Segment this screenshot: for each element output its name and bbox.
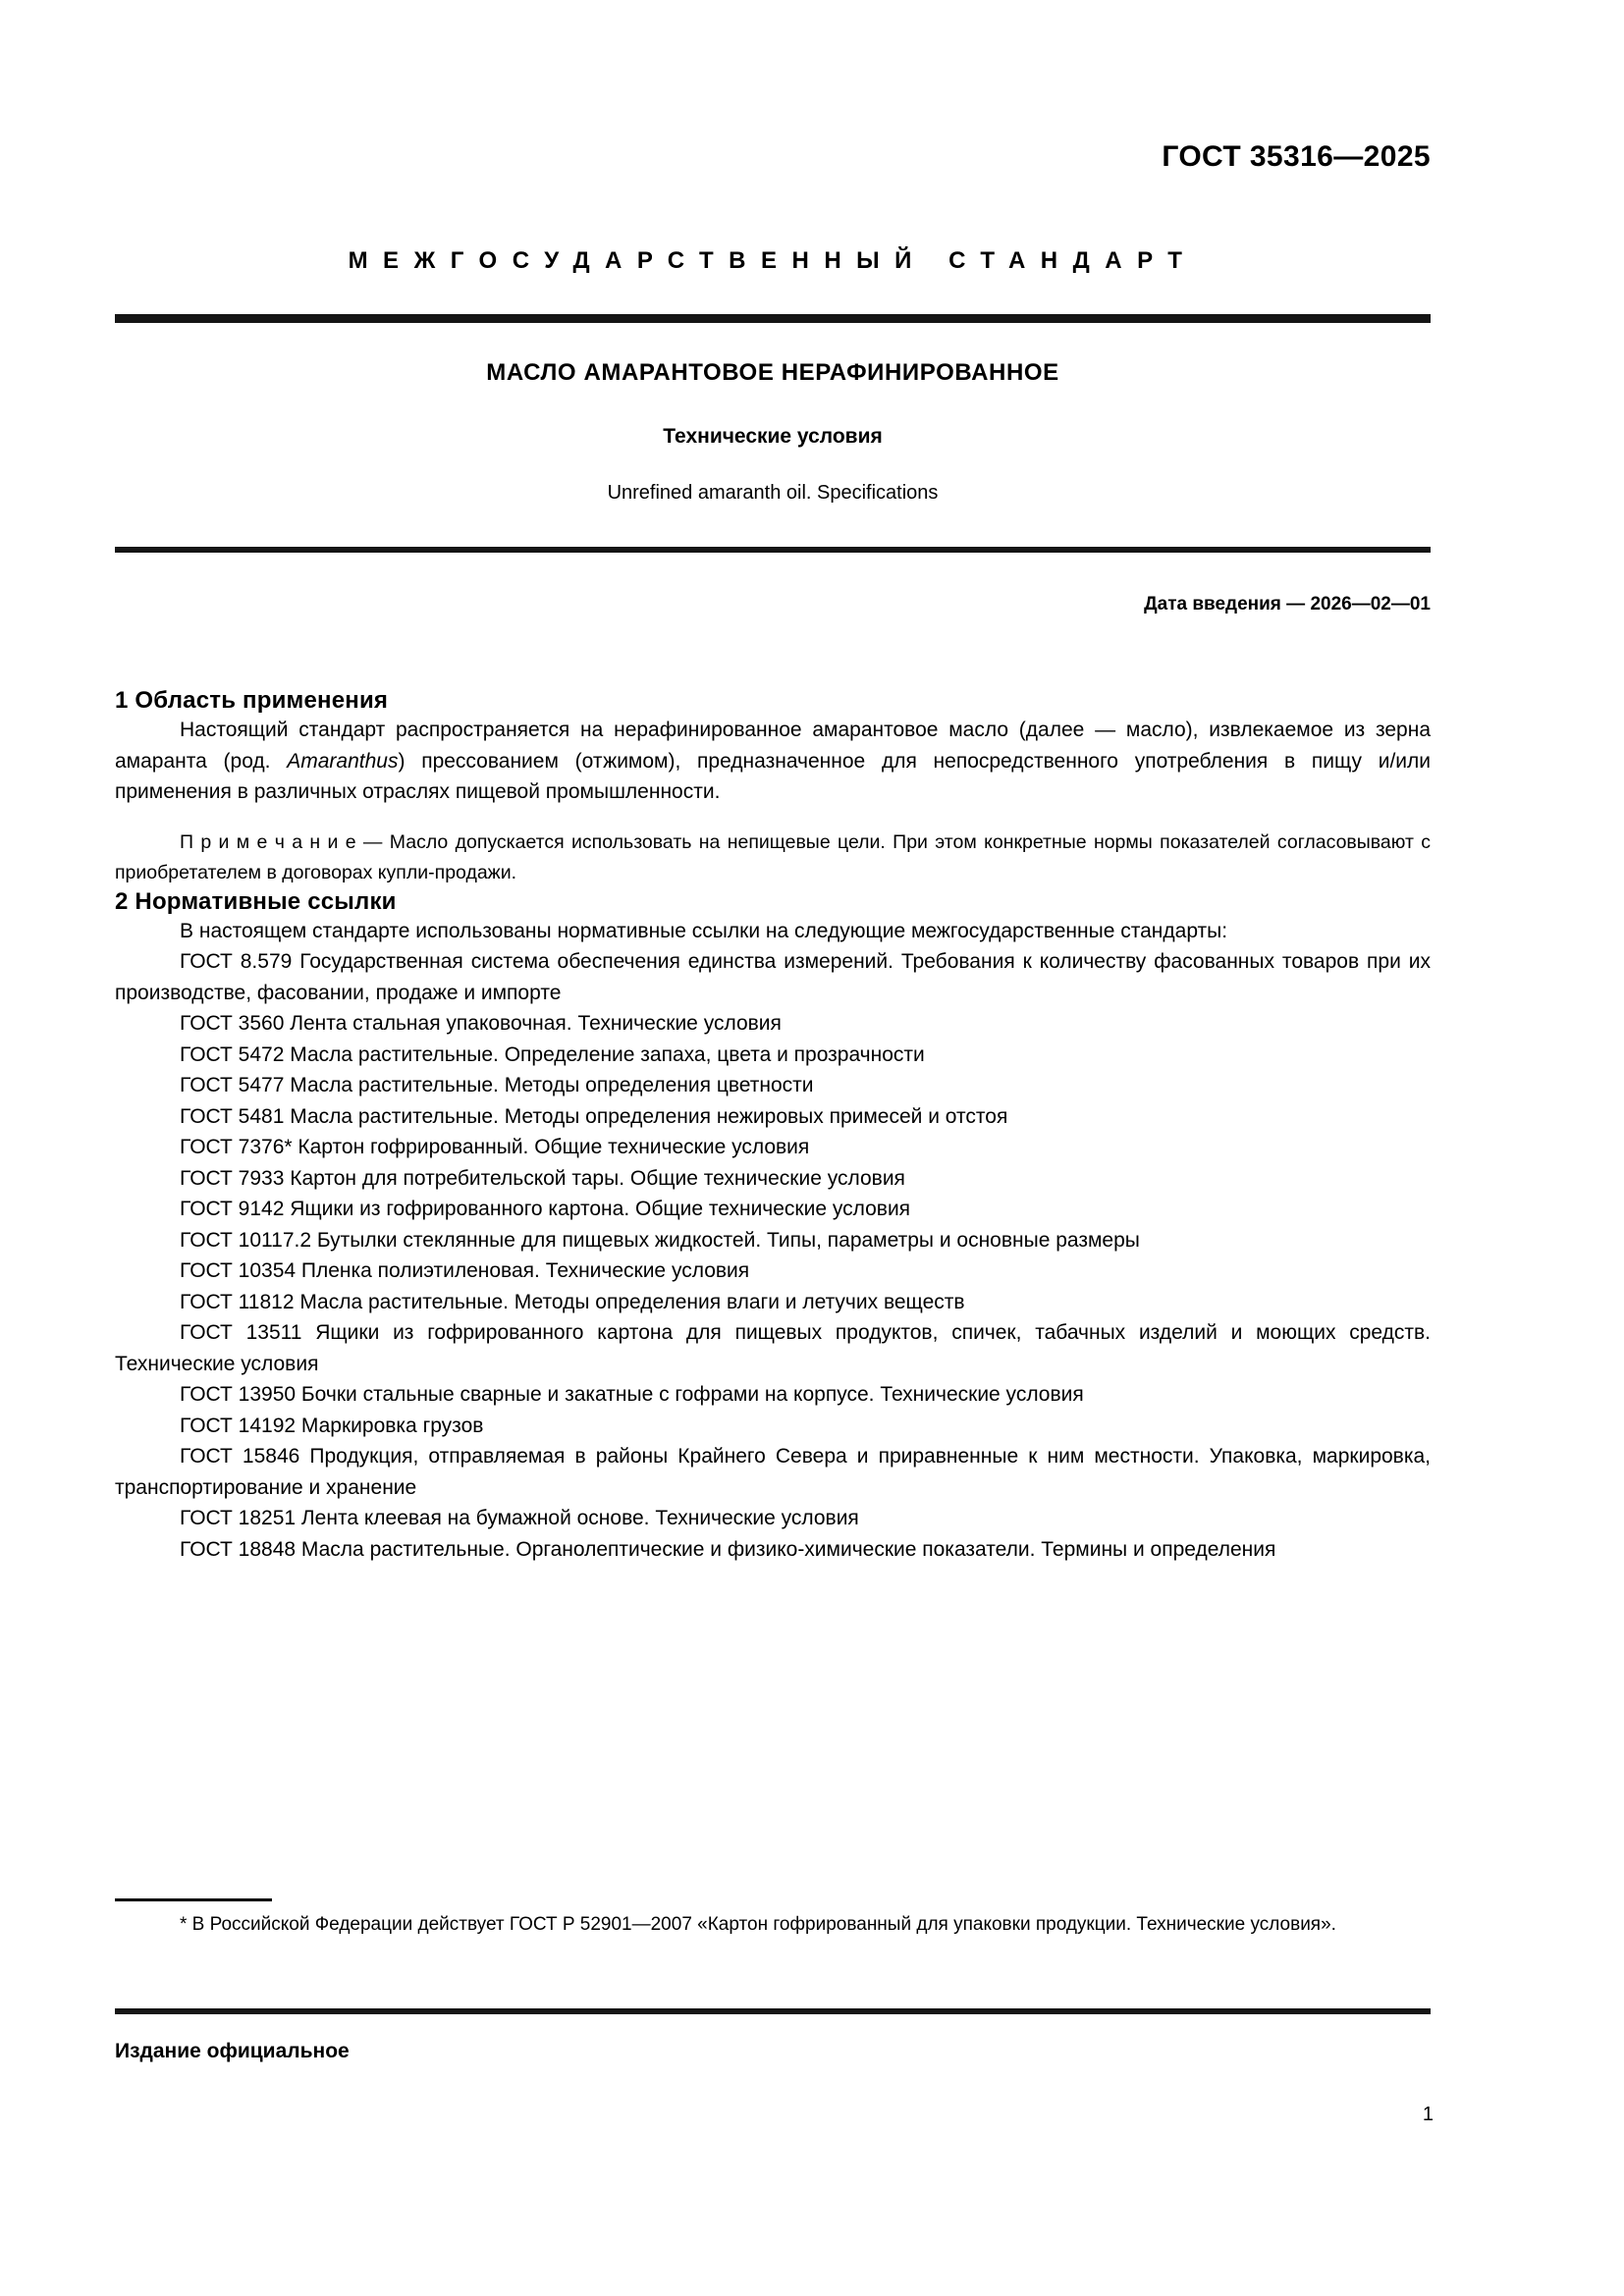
list-item: ГОСТ 15846 Продукция, отправляемая в районы Крайнего Севера и приравненные к ним местности. Упаковка, маркировка, транспортирование и хранение bbox=[115, 1445, 1431, 1499]
list-item: ГОСТ 18251 Лента клеевая на бумажной основе. Технические условия bbox=[180, 1507, 859, 1529]
genus-name-italic: Amaranthus bbox=[287, 749, 399, 773]
document-number: ГОСТ 35316—2025 bbox=[1162, 140, 1431, 173]
list-item: ГОСТ 5481 Масла растительные. Методы определения нежировых примесей и отстоя bbox=[180, 1104, 1008, 1128]
list-item: ГОСТ 18848 Масла растительные. Органолептические и физико-химические показатели. Термины и определения bbox=[180, 1537, 1276, 1561]
list-item: ГОСТ 7933 Картон для потребительской тары. Общие технические условия bbox=[180, 1166, 905, 1190]
standard-type-heading: МЕЖГОСУДАРСТВЕННЫЙ СТАНДАРТ bbox=[348, 247, 1198, 274]
document-title-english: Unrefined amaranth oil. Specifications bbox=[607, 482, 939, 504]
list-item: ГОСТ 8.579 Государственная система обеспечения единства измерений. Требования к количеству фасованных товаров при их производстве, фасовании, продаже и импорте bbox=[115, 950, 1431, 1004]
footnote-text: * В Российской Федерации действует ГОСТ Р 52901—2007 «Картон гофрированный для упаковки продукции. Технические условия». bbox=[180, 1914, 1336, 1935]
section-1-heading: 1 Область применения bbox=[115, 687, 389, 714]
footnote-separator bbox=[115, 1898, 272, 1901]
list-item: ГОСТ 5472 Масла растительные. Определение запаха, цвета и прозрачности bbox=[180, 1042, 925, 1066]
list-item: ГОСТ 13511 Ящики из гофрированного картона для пищевых продуктов, спичек, табачных изделий и моющих средств. Технические условия bbox=[115, 1321, 1431, 1375]
official-edition-label: Издание официальное bbox=[115, 2040, 350, 2062]
normative-references-list bbox=[115, 946, 1431, 1565]
section-1-paragraph-part-b: ) прессованием (отжимом), предназначенное для непосредственного употребления в пищу и/или применения в различных отраслях пищевой промышленности. bbox=[115, 749, 1431, 803]
footer-rule bbox=[115, 2008, 1431, 2014]
list-item: ГОСТ 14192 Маркировка грузов bbox=[180, 1414, 484, 1437]
list-item: ГОСТ 5477 Масла растительные. Методы определения цветности bbox=[180, 1074, 814, 1096]
document-subtitle: Технические условия bbox=[663, 425, 883, 448]
page-number: 1 bbox=[1422, 2104, 1434, 2125]
header-rule-top bbox=[115, 314, 1431, 323]
introduction-date: Дата введения — 2026—02—01 bbox=[1144, 594, 1431, 614]
section-1-note bbox=[115, 828, 1431, 888]
document-body bbox=[115, 687, 1431, 1565]
list-item: ГОСТ 11812 Масла растительные. Методы определения влаги и летучих веществ bbox=[180, 1290, 965, 1313]
header-rule-bottom bbox=[115, 547, 1431, 553]
list-item: ГОСТ 7376* Картон гофрированный. Общие технические условия bbox=[180, 1136, 810, 1158]
note-label: П р и м е ч а н и е bbox=[180, 830, 356, 853]
list-item: ГОСТ 10117.2 Бутылки стеклянные для пищевых жидкостей. Типы, параметры и основные размеры bbox=[180, 1228, 1140, 1252]
section-1-paragraph bbox=[115, 715, 1431, 808]
section-2-intro: В настоящем стандарте использованы нормативные ссылки на следующие межгосударственные стандарты: bbox=[180, 919, 1228, 942]
list-item: ГОСТ 13950 Бочки стальные сварные и закатные с гофрами на корпусе. Технические условия bbox=[180, 1383, 1084, 1406]
section-2-heading: 2 Нормативные ссылки bbox=[115, 887, 397, 915]
list-item: ГОСТ 9142 Ящики из гофрированного картона. Общие технические условия bbox=[180, 1198, 911, 1220]
list-item: ГОСТ 10354 Пленка полиэтиленовая. Технические условия bbox=[180, 1259, 750, 1282]
section-1-paragraph-part-a: Настоящий стандарт распространяется на нерафинированное амарантовое масло (далее — масло), извлекаемое из зерна амаранта (род. bbox=[115, 719, 1431, 773]
note-text: — Масло допускается использовать на непищевые цели. При этом конкретные нормы показателей согласовывают с приобретателем в договорах купли-продажи. bbox=[115, 830, 1431, 883]
document-title: МАСЛО АМАРАНТОВОЕ НЕРАФИНИРОВАННОЕ bbox=[486, 359, 1059, 386]
list-item: ГОСТ 3560 Лента стальная упаковочная. Технические условия bbox=[180, 1012, 782, 1035]
